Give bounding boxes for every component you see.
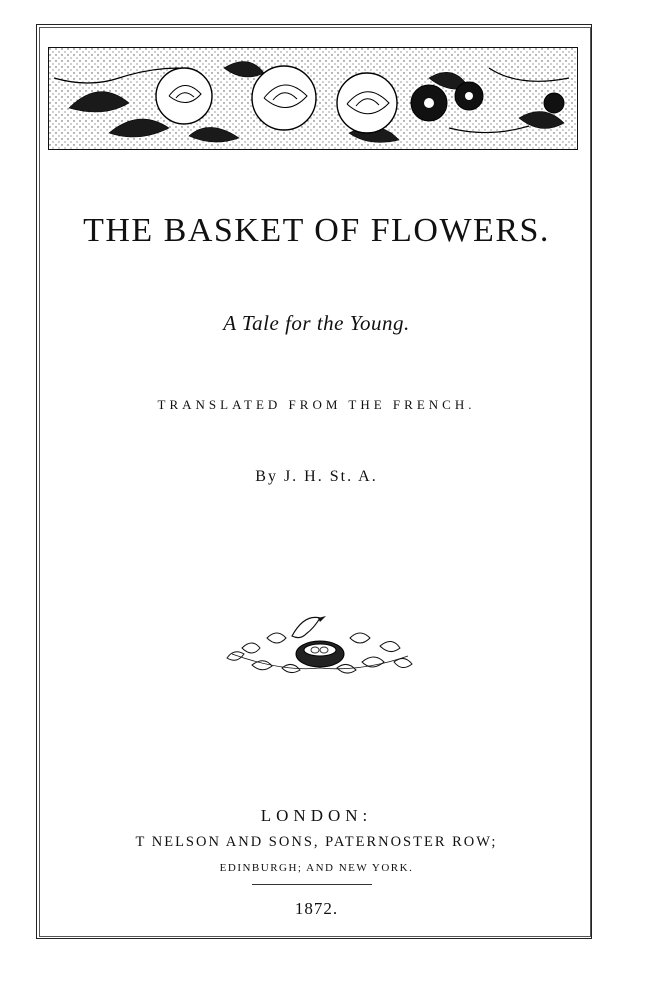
floral-header-banner: [48, 47, 578, 150]
imprint-place: LONDON:: [260, 806, 373, 825]
imprint-cities: EDINBURGH; AND NEW YORK.: [219, 862, 414, 874]
bird-nest-vignette: [222, 610, 414, 682]
author-line: By J. H. St. A.: [255, 468, 378, 485]
imprint-publisher: T NELSON AND SONS, PATERNOSTER ROW;: [135, 834, 498, 850]
translation-note: TRANSLATED FROM THE FRENCH.: [157, 397, 476, 412]
imprint-rule: [252, 884, 372, 885]
book-title: THE BASKET OF FLOWERS.: [83, 212, 550, 249]
imprint-year: 1872.: [294, 899, 339, 918]
book-subtitle: A Tale for the Young.: [223, 311, 410, 335]
